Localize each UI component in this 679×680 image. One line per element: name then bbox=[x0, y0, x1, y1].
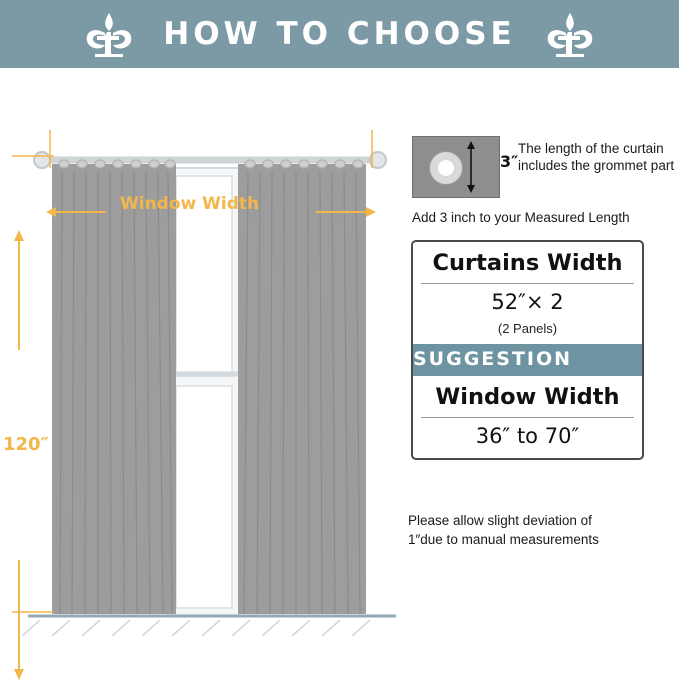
window-width-label: Window Width bbox=[120, 194, 260, 214]
header-banner bbox=[0, 0, 679, 68]
info-panel bbox=[404, 68, 679, 636]
footnote-line-1: Please allow slight deviation of bbox=[408, 513, 592, 528]
suggestion-table bbox=[411, 240, 644, 460]
curtains-width-sub: (2 Panels) bbox=[497, 321, 558, 336]
grommet-sample bbox=[412, 136, 500, 198]
window-width-row-value: 36″ to 70″ bbox=[475, 424, 580, 448]
window-curtain-illustration bbox=[0, 68, 400, 636]
curtains-width-value: 52″× 2 bbox=[491, 290, 564, 314]
deviation-footnote bbox=[408, 511, 676, 549]
curtain-diagram bbox=[0, 68, 400, 636]
curtain-height-label: 120″ bbox=[3, 434, 49, 455]
grommet-ring-icon bbox=[429, 151, 463, 185]
curtains-width-label: Curtains Width bbox=[432, 250, 623, 276]
curtain-height-arrow bbox=[12, 230, 26, 680]
suggestion-banner: SUGGESTION bbox=[413, 344, 642, 376]
grommet-measure-label: 3″ bbox=[500, 152, 519, 171]
fleur-de-lis-icon bbox=[542, 11, 598, 57]
fleur-de-lis-icon bbox=[81, 11, 137, 57]
add-length-note: Add 3 inch to your Measured Length bbox=[412, 210, 630, 225]
grommet-note: The length of the curtain includes the grommet part bbox=[518, 141, 675, 173]
grommet-measure-arrow bbox=[465, 141, 477, 193]
window-width-row-label: Window Width bbox=[435, 384, 620, 410]
footnote-line-2: 1″due to manual measurements bbox=[408, 532, 599, 547]
grommet-hole bbox=[438, 160, 454, 176]
page-title: HOW TO CHOOSE bbox=[163, 16, 516, 52]
